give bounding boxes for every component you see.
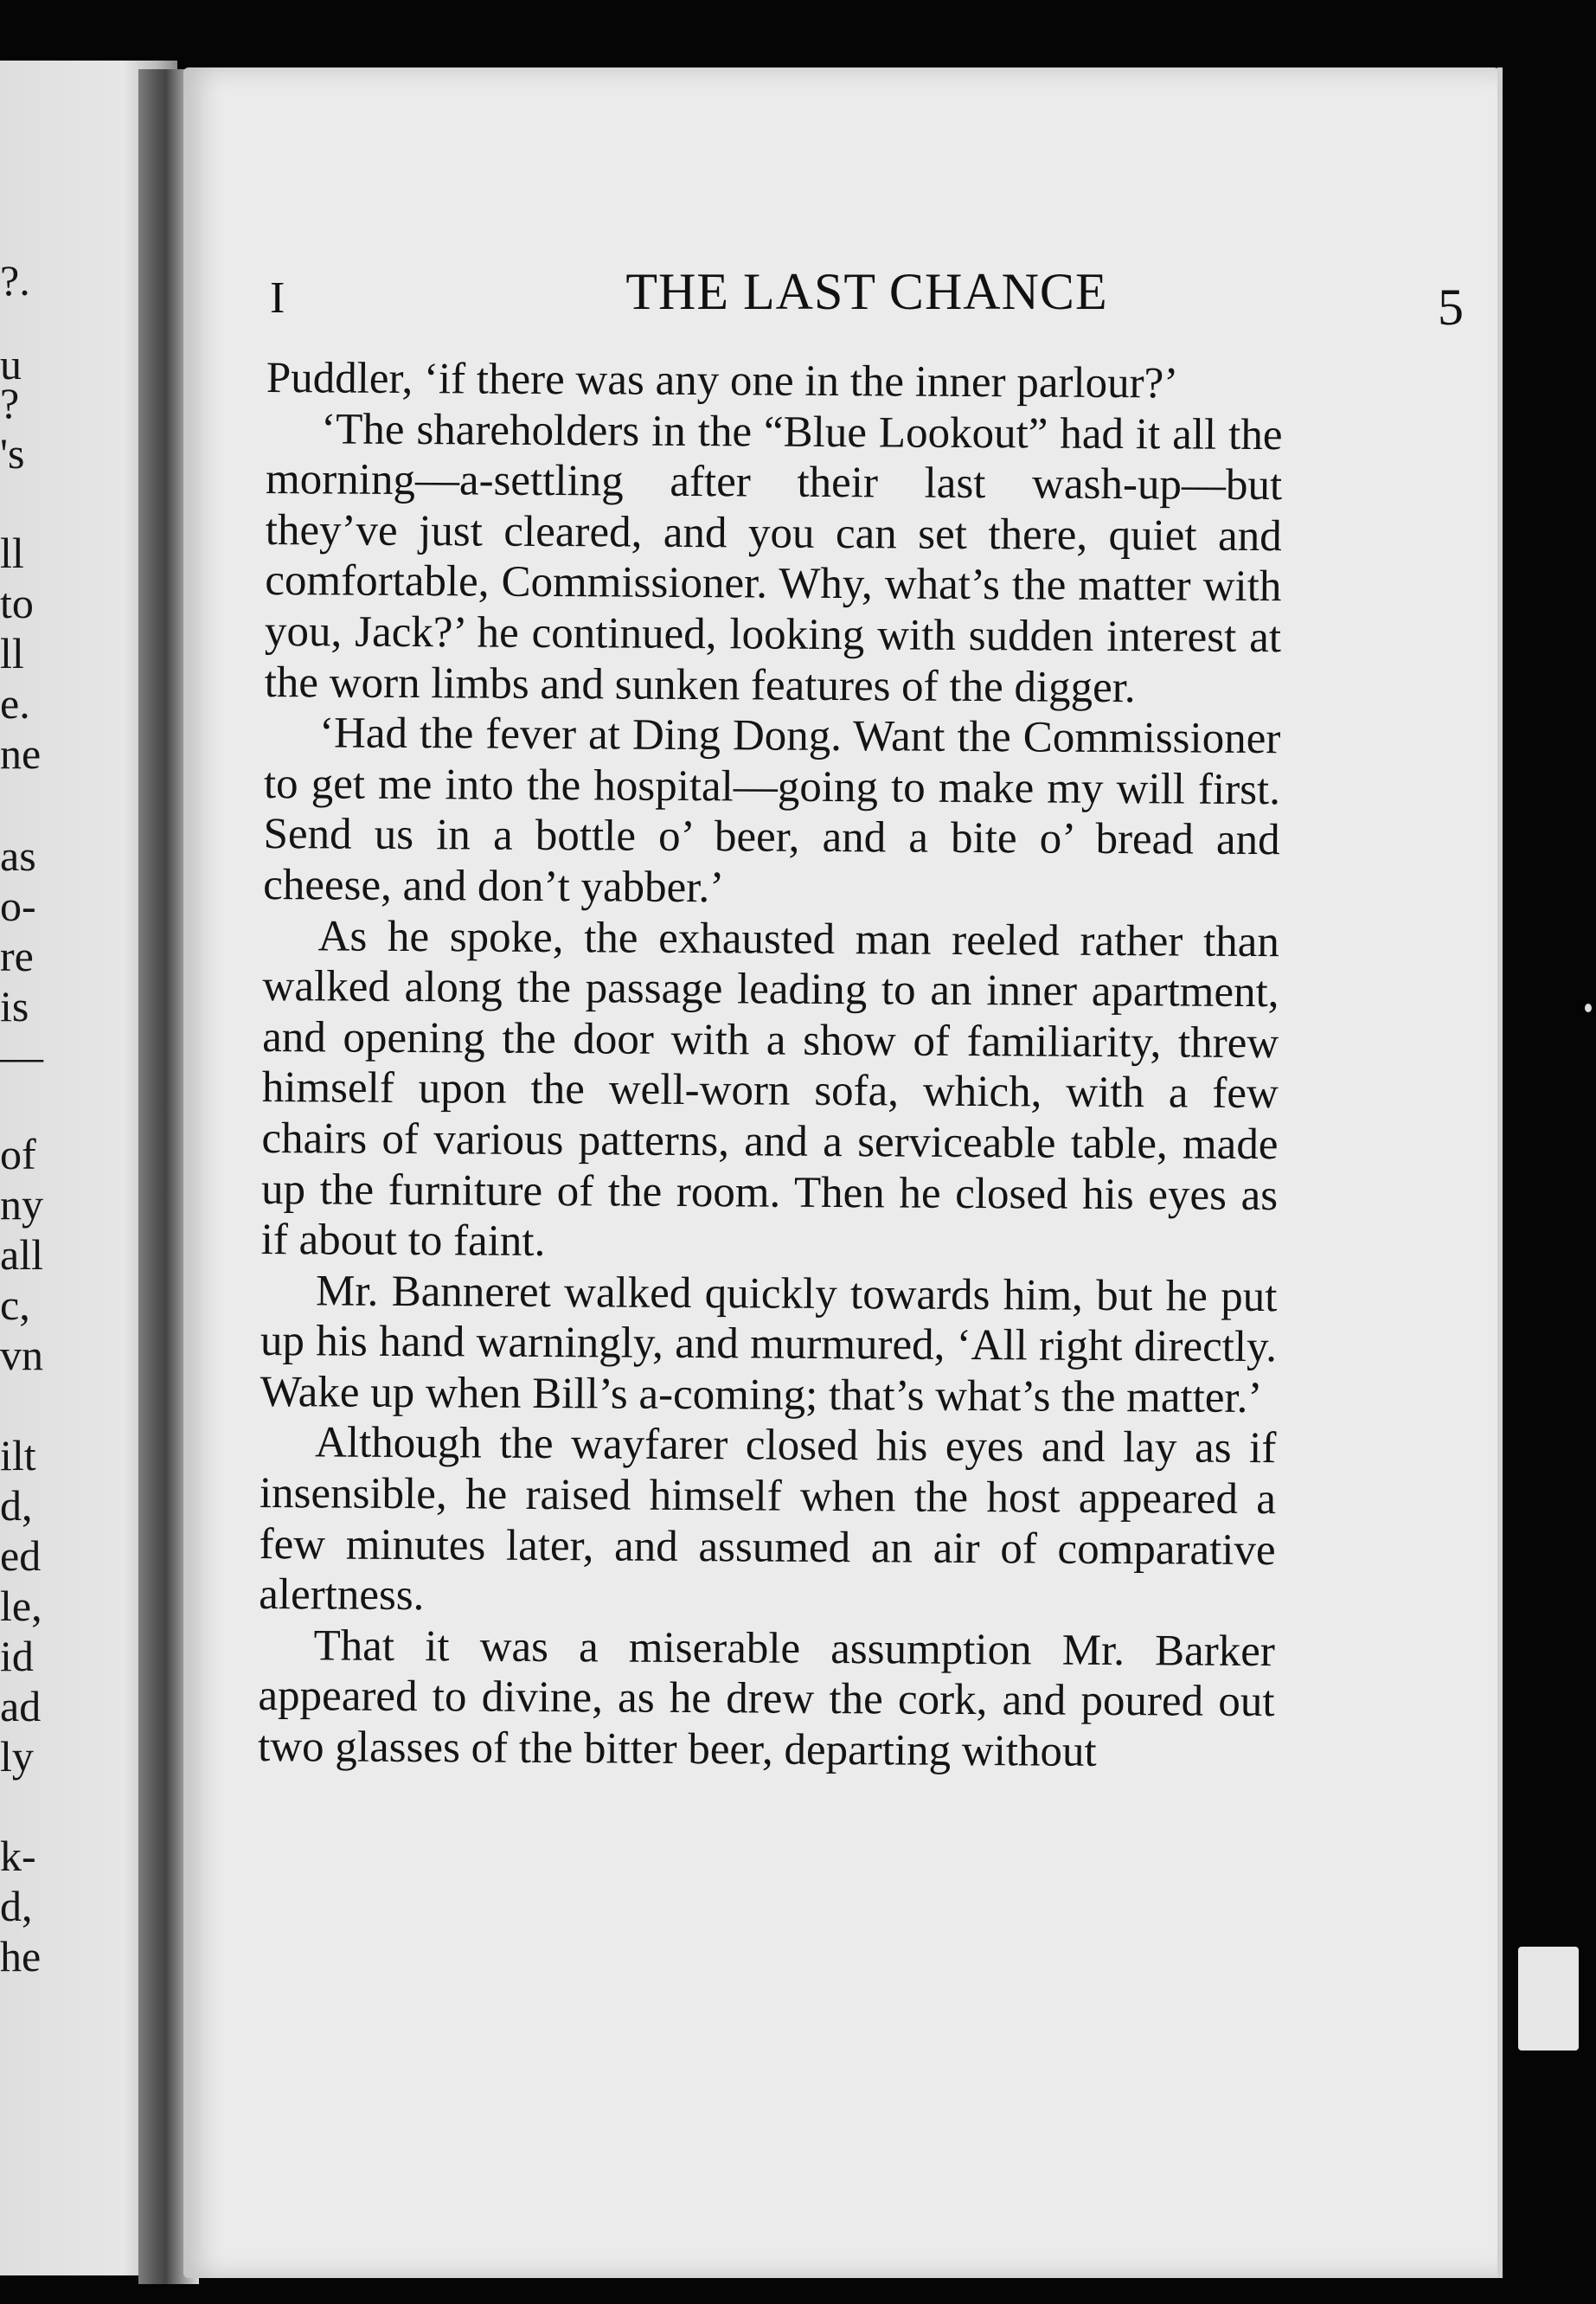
previous-page-fragment: ll bbox=[0, 629, 24, 677]
previous-page-fragment: ny bbox=[0, 1180, 43, 1229]
previous-page-fragment: — bbox=[0, 1032, 43, 1081]
previous-page-fragment: ?. bbox=[0, 256, 30, 305]
previous-page-fragment: all bbox=[0, 1230, 43, 1279]
previous-page-fragment: is bbox=[0, 982, 29, 1030]
running-title: THE LAST CHANCE bbox=[625, 263, 1108, 320]
previous-page-fragment: ed bbox=[0, 1531, 42, 1580]
paragraph: Although the wayfarer closed his eyes and lay as if insensible, he raised himself when the host appeared a few minutes later, and assumed an air of comparative alertness. bbox=[259, 1418, 1277, 1621]
previous-page-fragment: c, bbox=[0, 1280, 30, 1329]
previous-page-fragment: ll bbox=[0, 529, 24, 577]
previous-page-fragment: he bbox=[0, 1932, 42, 1980]
paragraph: ‘Had the fever at Ding Dong. Want the Commissioner to get me into the hospital—going to make my will first. Send us in a bottle o’ beer, and a bite o’ bread and cheese, and don’t yabber.’ bbox=[263, 709, 1281, 913]
previous-page-fragment: of bbox=[0, 1130, 36, 1178]
previous-page-fragment: re bbox=[0, 932, 34, 980]
page-number: 5 bbox=[1438, 279, 1464, 336]
previous-page-fragment: as bbox=[0, 831, 36, 880]
page-edge bbox=[1497, 67, 1503, 2278]
previous-page-fragment: d, bbox=[0, 1481, 33, 1530]
previous-page-fragment: e. bbox=[0, 679, 30, 728]
paragraph: That it was a miserable assumption Mr. Barker appeared to divine, as he drew the cork, and poured out two glasses of the bitter beer, departing without bbox=[257, 1621, 1276, 1776]
previous-page-fragment: le, bbox=[0, 1582, 42, 1630]
previous-page-fragment: id bbox=[0, 1632, 34, 1680]
previous-page-fragment: u bbox=[0, 340, 22, 388]
previous-page-fragment: d, bbox=[0, 1882, 33, 1930]
previous-page-fragment: ilt bbox=[0, 1431, 36, 1479]
previous-page-fragment: o- bbox=[0, 882, 36, 930]
book-page bbox=[183, 67, 1503, 2278]
paragraph: Puddler, ‘if there was any one in the inner parlour?’ bbox=[266, 353, 1179, 408]
paragraph: As he spoke, the exhausted man reeled rather than walked along the passage leading to an inner apartment, and opening the door with a show of familiarity, threw himself upon the well-worn sofa, which, with a few chairs of various patterns, and a serviceable table, made up the furniture of the room. Then he closed his eyes as if about to faint. bbox=[260, 911, 1280, 1267]
previous-page-fragment: vn bbox=[0, 1331, 43, 1379]
running-head bbox=[270, 262, 1464, 336]
previous-page-fragment: k- bbox=[0, 1832, 36, 1880]
previous-page-fragment: ly bbox=[0, 1732, 34, 1781]
scan-glare bbox=[1518, 1947, 1579, 2050]
previous-page-fragment: ne bbox=[0, 729, 42, 778]
scan-speck bbox=[1585, 1004, 1592, 1012]
paragraph: Mr. Banneret walked quickly towards him, but he put up his hand warningly, and murmured, ‘All right directly. Wake up when Bill’s a-coming; that’s what’s the matter.’ bbox=[260, 1267, 1278, 1422]
paragraph: ‘The shareholders in the “Blue Lookout” had it all the morning—a-settling after their last wash-up—but they’ve just cleared, and you can set there, quiet and comfortable, Commissioner. Why, what’s the matter with you, Jack?’ he continued, looking with sudden interest at the worn limbs and sunken features of the digger. bbox=[264, 404, 1283, 712]
previous-page-fragment: 's bbox=[0, 429, 25, 478]
previous-page-fragment: to bbox=[0, 579, 34, 627]
chapter-number: I bbox=[270, 273, 285, 323]
previous-page-fragment: ad bbox=[0, 1682, 42, 1730]
body-text bbox=[258, 353, 1283, 1779]
previous-page-fragment: ? bbox=[0, 379, 20, 427]
